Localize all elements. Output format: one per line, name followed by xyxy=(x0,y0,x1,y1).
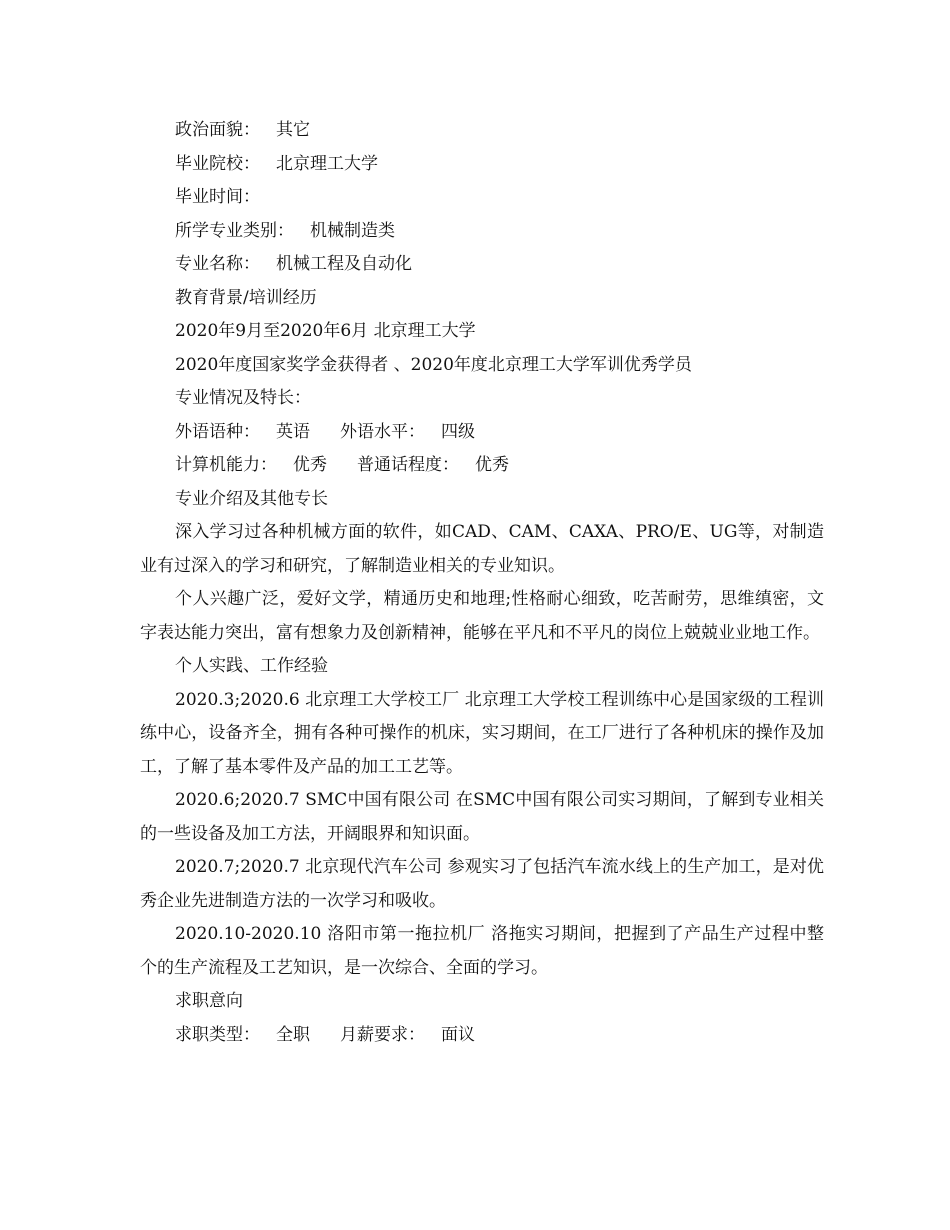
intro-paragraph-software: 深入学习过各种机械方面的软件，如CAD、CAM、CAXA、PRO/E、UG等，对制造业有过深入的学习和研究，了解制造业相关的专业知识。 xyxy=(140,522,824,576)
political-value: 其它 xyxy=(276,120,310,140)
intention-heading: 求职意向 xyxy=(175,991,243,1011)
mandarin-label: 普通话程度： xyxy=(357,455,459,475)
experience-item: 2020.10-2020.10 洛阳市第一拖拉机厂 洛拖实习期间，把握到了产品生产过程中整个的生产流程及工艺知识，是一次综合、全面的学习。 xyxy=(140,924,824,978)
major-name-label: 专业名称： xyxy=(175,254,260,274)
salary-label: 月薪要求： xyxy=(340,1024,425,1045)
major-name-row xyxy=(140,248,824,282)
school-label: 毕业院校： xyxy=(175,153,260,174)
salary-value: 面议 xyxy=(441,1024,475,1045)
political-row xyxy=(140,114,824,148)
language-level-value: 四级 xyxy=(441,421,475,442)
computer-row xyxy=(140,449,824,483)
major-category-value: 机械制造类 xyxy=(310,220,395,241)
mandarin-value: 优秀 xyxy=(475,455,509,475)
grad-time-row xyxy=(140,181,824,215)
education-awards: 2020年度国家奖学金获得者 、2020年度北京理工大学军训优秀学员 xyxy=(175,354,692,375)
computer-value: 优秀 xyxy=(293,455,327,475)
school-row xyxy=(140,148,824,182)
intro-paragraph-interests: 个人兴趣广泛，爱好文学，精通历史和地理;性格耐心细致，吃苦耐劳，思维缜密，文字表达能力突出，富有想象力及创新精神，能够在平凡和不平凡的岗位上兢兢业业地工作。 xyxy=(140,589,824,643)
resume-content xyxy=(140,114,824,1052)
major-category-label: 所学专业类别： xyxy=(175,220,294,241)
intro-heading: 专业介绍及其他专长 xyxy=(175,488,328,509)
language-row xyxy=(140,416,824,450)
language-value: 英语 xyxy=(276,421,310,442)
experience-item: 2020.3;2020.6 北京理工大学校工厂 北京理工大学校工程训练中心是国家级的工程训练中心，设备齐全，拥有各种可操作的机床，实习期间，在工厂进行了各种机床的操作及加工，了解了基本零件及产品的加工工艺等。 xyxy=(140,689,824,777)
grad-time-label: 毕业时间： xyxy=(175,187,260,207)
education-heading: 教育背景/培训经历 xyxy=(175,287,317,308)
job-type-label: 求职类型： xyxy=(175,1024,260,1045)
language-level-label: 外语水平： xyxy=(340,421,425,442)
experience-item: 2020.7;2020.7 北京现代汽车公司 参观实习了包括汽车流水线上的生产加工，是对优秀企业先进制造方法的一次学习和吸收。 xyxy=(140,857,824,911)
school-value: 北京理工大学 xyxy=(276,153,378,174)
political-label: 政治面貌： xyxy=(175,120,260,140)
experience-item: 2020.6;2020.7 SMC中国有限公司 在SMC中国有限公司实习期间，了解到专业相关的一些设备及加工方法，开阔眼界和知识面。 xyxy=(140,790,824,844)
major-category-row xyxy=(140,215,824,249)
computer-label: 计算机能力： xyxy=(175,455,277,475)
experience-heading: 个人实践、工作经验 xyxy=(175,656,328,676)
skills-heading: 专业情况及特长： xyxy=(175,388,311,408)
job-type-value: 全职 xyxy=(276,1024,310,1045)
language-label: 外语语种： xyxy=(175,421,260,442)
major-name-value: 机械工程及自动化 xyxy=(276,254,412,274)
intention-row xyxy=(140,1019,824,1053)
education-period: 2020年9月至2020年6月 北京理工大学 xyxy=(175,321,476,341)
